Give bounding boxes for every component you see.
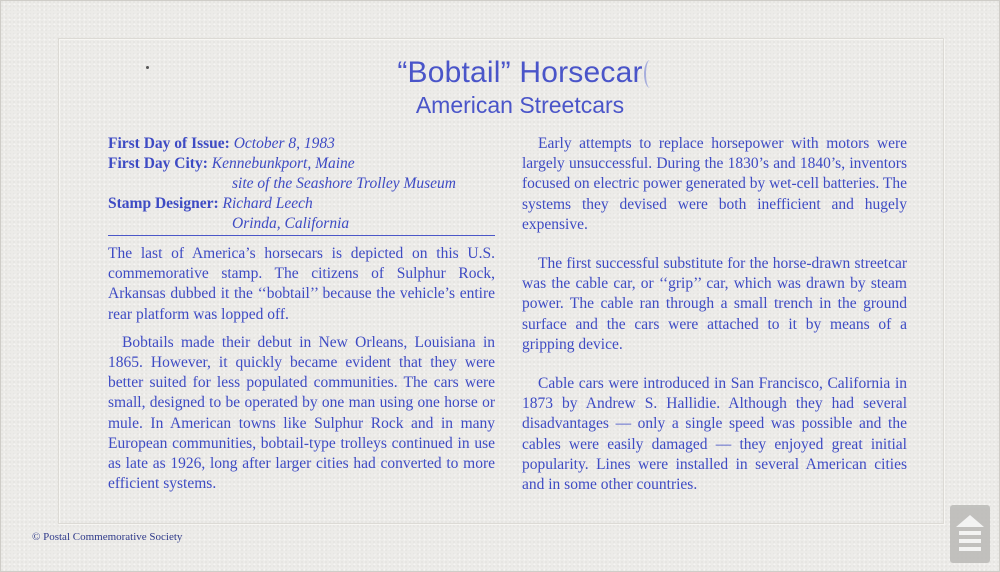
left-column — [108, 244, 495, 494]
first-day-city-value: Kennebunkport, Maine — [211, 155, 355, 172]
paragraph: Cable cars were introduced in San Francisco, California in 1873 by Andrew S. Hallidie. Although they had several disadvantages — only a single speed was possible and the cables were easily damaged — they enjoyed great initial popularity. Lines were installed in several American cities and in some other countries. — [522, 375, 907, 494]
logo-bar — [959, 539, 981, 543]
ink-speck — [146, 66, 149, 69]
first-day-city-row-2 — [108, 174, 498, 194]
designer-row — [108, 194, 498, 214]
designer-value-2: Orinda, California — [232, 215, 350, 232]
paragraph: The last of America’s horsecars is depicted on this U.S. commemorative stamp. The citizens of Sulphur Rock, Arkansas dubbed it the ‘‘bobtail’’ because the vehicle’s entire rear platform was lopped off. — [108, 245, 495, 323]
copyright-notice: © Postal Commemorative Society — [32, 531, 183, 543]
title-text: “Bobtail” Horsecar — [397, 56, 643, 89]
logo-bar — [959, 531, 981, 535]
first-day-city-value-2: site of the Seashore Trolley Museum — [232, 175, 457, 192]
first-day-label: First Day of Issue: — [108, 135, 230, 152]
page-subtitle — [300, 92, 740, 119]
divider — [108, 235, 495, 236]
logo-bar — [959, 547, 981, 551]
designer-label: Stamp Designer: — [108, 195, 219, 212]
paragraph: Early attempts to replace horsepower with motors were largely unsuccessful. During the 1830’s and 1840’s, inventors focused on electric power generated by wet-cell batteries. The systems they devised were both inefficient and hugely expensive. — [522, 135, 907, 233]
first-day-row — [108, 134, 498, 154]
designer-row-2 — [108, 214, 498, 234]
first-day-city-row — [108, 154, 498, 174]
designer-value: Richard Leech — [222, 195, 313, 212]
paragraph: The first successful substitute for the horse-drawn streetcar was the cable car, or ‘‘grip’’ car, which was drawn by steam power. The cable ran through a small trench in the ground surface and the cars were attached to it by means of a gripping device. — [522, 255, 907, 353]
site-logo-icon — [950, 505, 990, 563]
right-column — [522, 134, 907, 495]
logo-roof-shape — [956, 515, 984, 527]
issue-info — [108, 134, 498, 234]
page-title — [300, 56, 740, 90]
subtitle-text: American Streetcars — [415, 92, 625, 118]
paragraph: Bobtails made their debut in New Orleans, Louisiana in 1865. However, it quickly became evident that they were better suited for less populated communities. The cars were small, designed to be operated by one man using one horse or mule. In American towns like Sulphur Rock and in many European communities, bobtail-type trolleys continued in use as late as 1926, long after larger cities had converted to more efficient systems. — [108, 333, 495, 493]
first-day-city-label: First Day City: — [108, 155, 208, 172]
title-mark — [644, 60, 656, 88]
first-day-value: October 8, 1983 — [233, 135, 335, 152]
